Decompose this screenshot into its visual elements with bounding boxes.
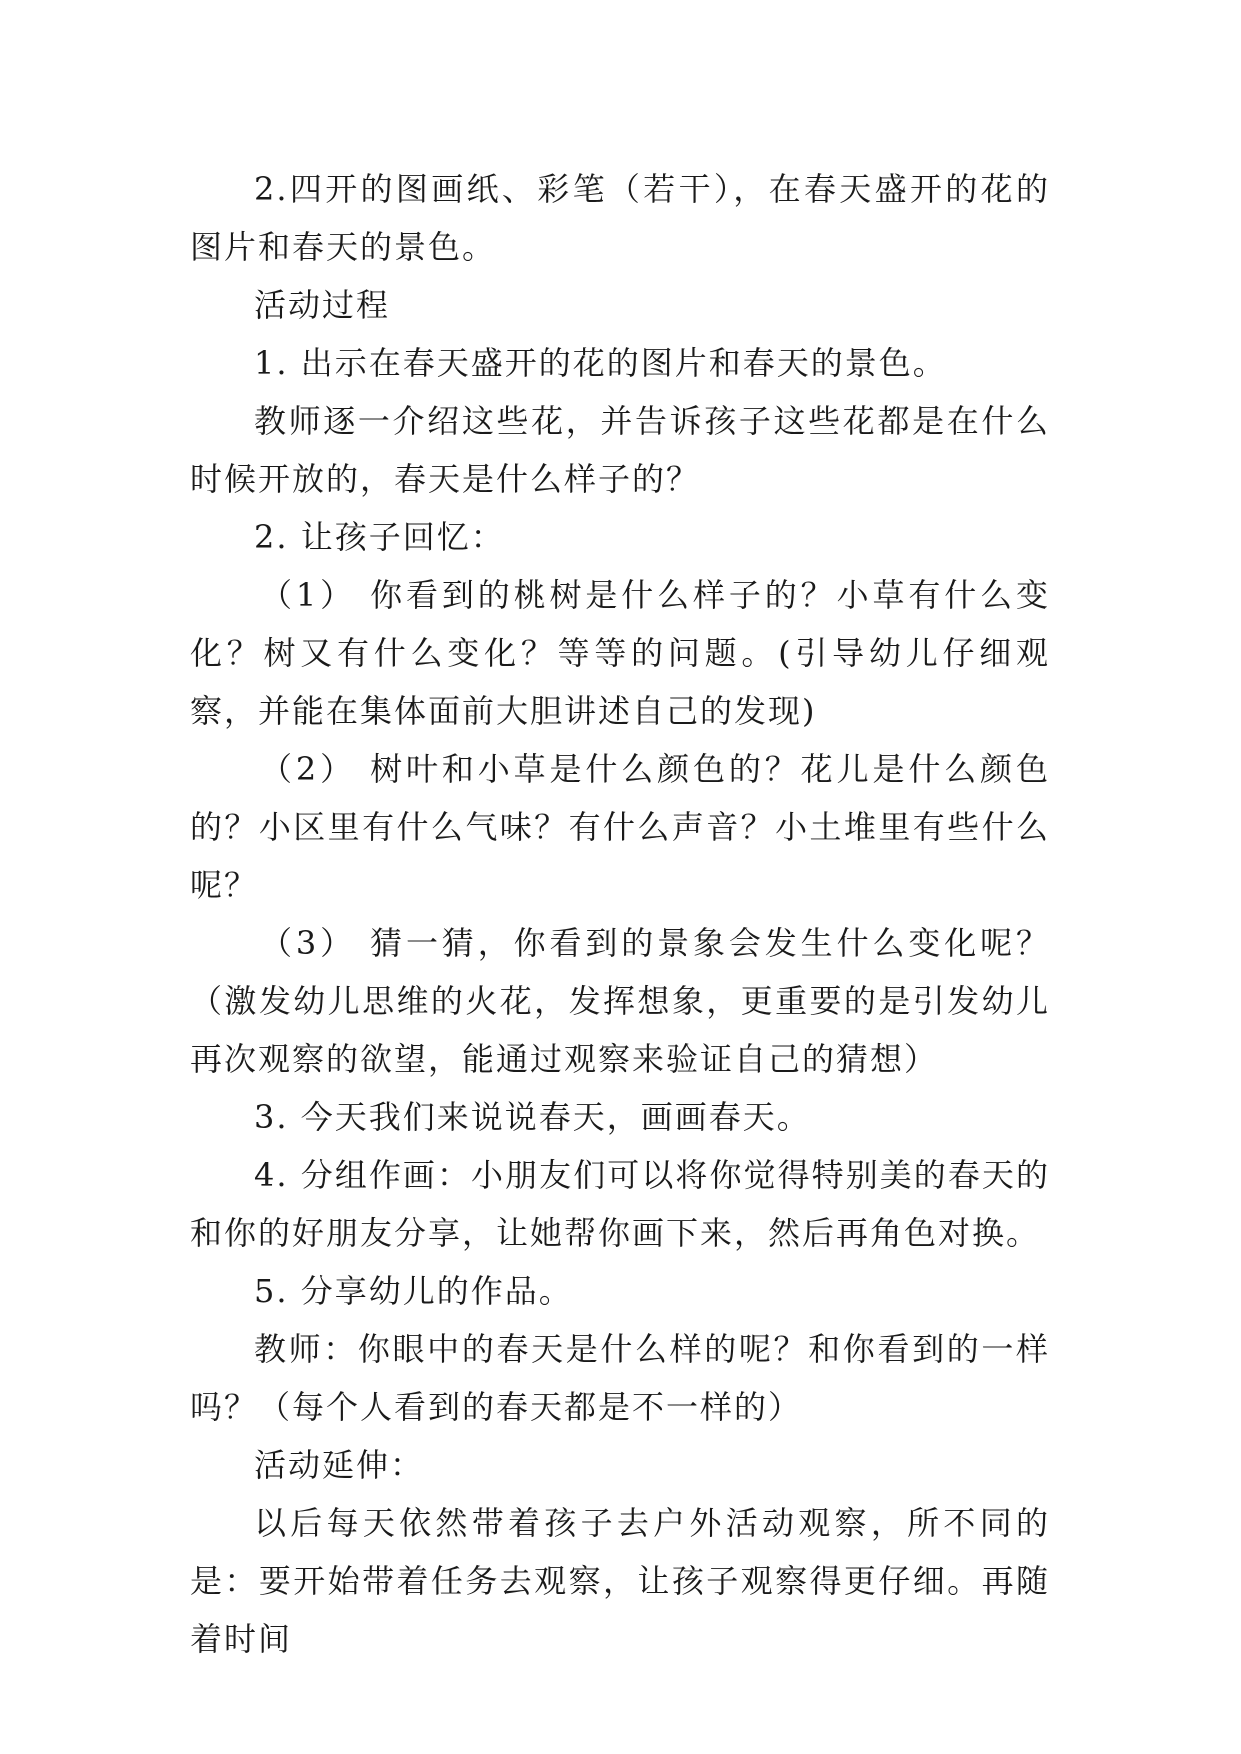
- paragraph-step-5: 5. 分享幼儿的作品。: [254, 1272, 573, 1310]
- paragraph-materials: 2.四开的图画纸、彩笔（若干），在春天盛开的花的图片和春天的景色。: [190, 170, 1050, 266]
- paragraph-step-1: 1. 出示在春天盛开的花的图片和春天的景色。: [254, 344, 947, 382]
- paragraph-step-2: 2. 让孩子回忆：: [254, 518, 505, 556]
- paragraph-extension-text: 以后每天依然带着孩子去户外活动观察，所不同的是：要开始带着任务去观察，让孩子观察得更仔细。再随着时间: [190, 1504, 1050, 1658]
- paragraph-question-3: （3） 猜一猜，你看到的景象会发生什么变化呢？（激发幼儿思维的火花，发挥想象，更重要的是引发幼儿再次观察的欲望，能通过观察来验证自己的猜想）: [190, 924, 1050, 1078]
- paragraph-step-4: 4. 分组作画：小朋友们可以将你觉得特别美的春天的和你的好朋友分享，让她帮你画下来，然后再角色对换。: [190, 1156, 1050, 1252]
- document-body: [190, 160, 1050, 1668]
- paragraph-question-1: （1） 你看到的桃树是什么样子的？小草有什么变化？树又有什么变化？等等的问题。(引导幼儿仔细观察，并能在集体面前大胆讲述自己的发现): [190, 576, 1050, 730]
- paragraph-heading-process: 活动过程: [254, 286, 391, 324]
- paragraph-teacher-question: 教师：你眼中的春天是什么样的呢？和你看到的一样吗？（每个人看到的春天都是不一样的）: [190, 1330, 1050, 1426]
- paragraph-step-3: 3. 今天我们来说说春天，画画春天。: [254, 1098, 811, 1136]
- paragraph-heading-extension: 活动延伸：: [254, 1446, 425, 1484]
- paragraph-question-2: （2） 树叶和小草是什么颜色的？花儿是什么颜色的？小区里有什么气味？有什么声音？小土堆里有些什么呢？: [190, 750, 1050, 904]
- paragraph-teacher-intro: 教师逐一介绍这些花，并告诉孩子这些花都是在什么时候开放的，春天是什么样子的？: [190, 402, 1050, 498]
